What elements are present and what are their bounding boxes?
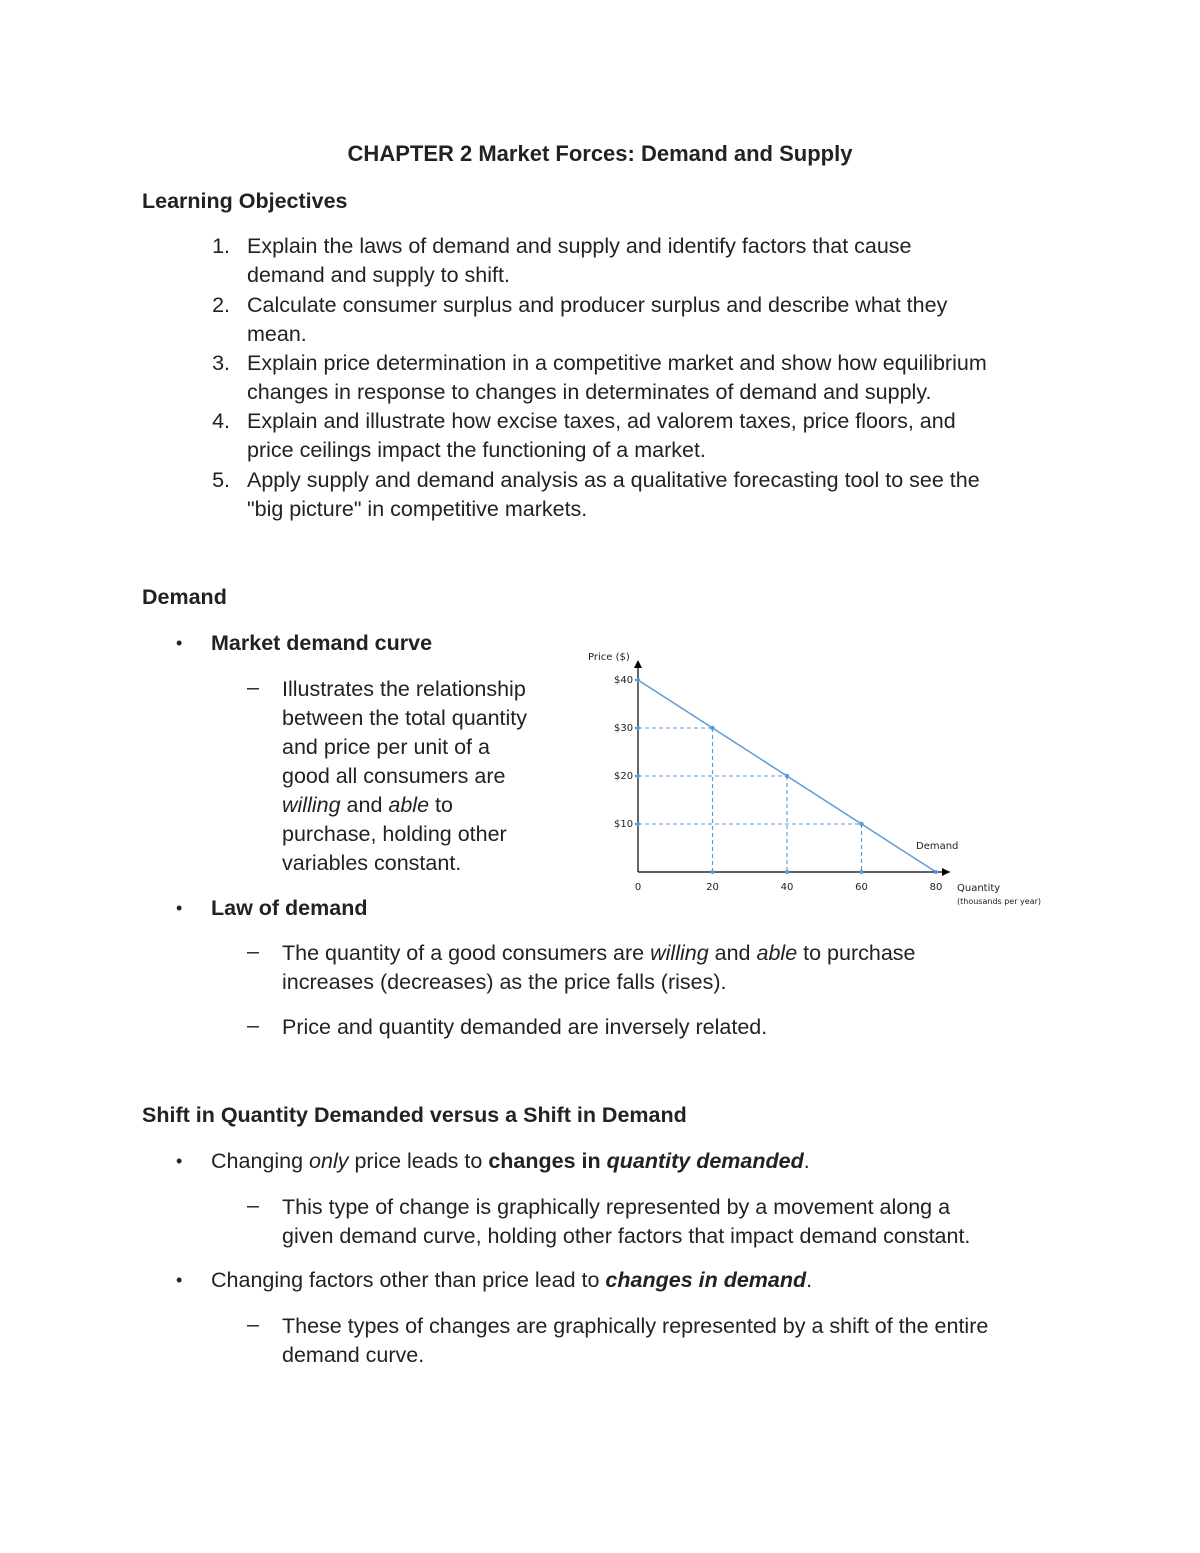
page-title: CHAPTER 2 Market Forces: Demand and Supply xyxy=(347,141,853,166)
dash-icon: – xyxy=(247,675,259,699)
y-tick-label: $30 xyxy=(614,723,634,734)
description-line: Illustrates the relationship xyxy=(282,677,526,701)
emphasis-willing: willing xyxy=(650,941,709,965)
series-label-demand: Demand xyxy=(916,841,959,852)
x-intercept-marker xyxy=(934,870,938,874)
objective-number: 5. xyxy=(212,468,230,492)
text-fragment: Changing factors other than price lead to xyxy=(211,1268,606,1292)
objective-number: 2. xyxy=(212,293,230,317)
text-fragment: to purchase xyxy=(797,941,916,965)
sub-point-line: This type of change is graphically represented by a movement along a xyxy=(282,1195,951,1219)
x-tick-label: 20 xyxy=(706,882,719,893)
objective-number: 1. xyxy=(212,234,230,258)
demand-curve-chart xyxy=(580,640,1050,915)
objective-line: "big picture" in competitive markets. xyxy=(247,497,588,521)
text-fragment: and xyxy=(708,941,757,965)
emphasis-only: only xyxy=(309,1149,349,1173)
objective-line: demand and supply to shift. xyxy=(247,263,510,287)
text-fragment: Changing xyxy=(211,1149,310,1173)
emphasis-able: able xyxy=(388,793,430,817)
objective-line: mean. xyxy=(247,322,307,346)
demand-chart-svg xyxy=(580,640,1050,915)
objective-number: 3. xyxy=(212,351,230,375)
objective-number: 4. xyxy=(212,409,230,433)
y-intercept-marker xyxy=(636,678,640,682)
changes-in-demand-bullet xyxy=(211,1266,812,1295)
strong-emphasis-quantity-demanded: quantity demanded xyxy=(606,1149,804,1173)
law-inverse-relation: Price and quantity demanded are inversely related. xyxy=(282,1015,768,1039)
objective-line: Explain price determination in a competitive market and show how equilibrium xyxy=(247,351,987,375)
text-fragment: to xyxy=(429,793,453,817)
objective-line: Apply supply and demand analysis as a qualitative forecasting tool to see the xyxy=(247,468,980,492)
objective-line: changes in response to changes in determinates of demand and supply. xyxy=(247,380,932,404)
bullet-icon: • xyxy=(176,1151,183,1171)
law-description-line: increases (decreases) as the price falls (rises). xyxy=(282,970,727,994)
x-axis-marker xyxy=(711,870,715,874)
y-axis-label: Price ($) xyxy=(588,652,630,663)
text-fragment: price leads to xyxy=(348,1149,489,1173)
data-point xyxy=(785,774,789,778)
text-fragment: and xyxy=(340,793,389,817)
y-axis-marker xyxy=(636,822,640,826)
emphasis-willing: willing xyxy=(282,793,341,817)
description-line: purchase, holding other xyxy=(282,822,507,846)
shift-heading: Shift in Quantity Demanded versus a Shift in Demand xyxy=(142,1103,687,1127)
sub-point-line: These types of changes are graphically represented by a shift of the entire xyxy=(282,1314,989,1338)
x-tick-label: 40 xyxy=(780,882,794,893)
bullet-icon: • xyxy=(176,898,183,918)
law-of-demand-label: Law of demand xyxy=(211,896,368,920)
y-tick-label: $40 xyxy=(614,675,634,686)
law-description-line xyxy=(282,939,915,968)
quantity-demanded-bullet xyxy=(211,1147,810,1176)
x-axis-arrow xyxy=(942,868,950,876)
objective-line: Explain the laws of demand and supply and identify factors that cause xyxy=(247,234,912,258)
dash-icon: – xyxy=(247,939,259,963)
description-line: good all consumers are xyxy=(282,764,506,788)
bullet-icon: • xyxy=(176,1270,183,1290)
strong-text: changes in xyxy=(488,1149,607,1173)
y-axis-marker xyxy=(636,726,640,730)
description-line: between the total quantity xyxy=(282,706,528,730)
x-tick-label: 80 xyxy=(929,882,943,893)
x-tick-label: 0 xyxy=(634,882,642,893)
data-point xyxy=(710,726,714,730)
text-fragment: . xyxy=(806,1268,813,1292)
sub-point-line: given demand curve, holding other factors that impact demand constant. xyxy=(282,1224,971,1248)
data-point xyxy=(859,822,863,826)
x-axis-label: Quantity xyxy=(957,883,1001,894)
x-axis-marker xyxy=(860,870,864,874)
y-axis-arrow xyxy=(634,660,642,668)
description-line: variables constant. xyxy=(282,851,462,875)
objective-line: Explain and illustrate how excise taxes, ad valorem taxes, price floors, and xyxy=(247,409,956,433)
x-axis-sublabel: (thousands per year) xyxy=(957,897,1042,906)
objective-line: price ceilings impact the functioning of a market. xyxy=(247,438,706,462)
bullet-icon: • xyxy=(176,633,183,653)
x-tick-label: 60 xyxy=(855,882,868,893)
text-fragment: The quantity of a good consumers are xyxy=(282,941,651,965)
y-tick-label: $20 xyxy=(614,771,634,782)
learning-objectives-heading: Learning Objectives xyxy=(142,189,348,213)
x-axis-marker xyxy=(785,870,789,874)
dash-icon: – xyxy=(247,1193,259,1217)
y-tick-label: $10 xyxy=(614,819,634,830)
sub-point-line: demand curve. xyxy=(282,1343,425,1367)
objective-line: Calculate consumer surplus and producer surplus and describe what they xyxy=(247,293,948,317)
market-demand-curve-label: Market demand curve xyxy=(211,631,433,655)
description-line xyxy=(282,791,453,820)
strong-emphasis-changes-in-demand: changes in demand xyxy=(605,1268,807,1292)
demand-heading: Demand xyxy=(142,585,227,609)
description-line: and price per unit of a xyxy=(282,735,490,759)
emphasis-able: able xyxy=(756,941,798,965)
dash-icon: – xyxy=(247,1312,259,1336)
text-fragment: . xyxy=(803,1149,810,1173)
dash-icon: – xyxy=(247,1013,259,1037)
y-axis-marker xyxy=(636,774,640,778)
